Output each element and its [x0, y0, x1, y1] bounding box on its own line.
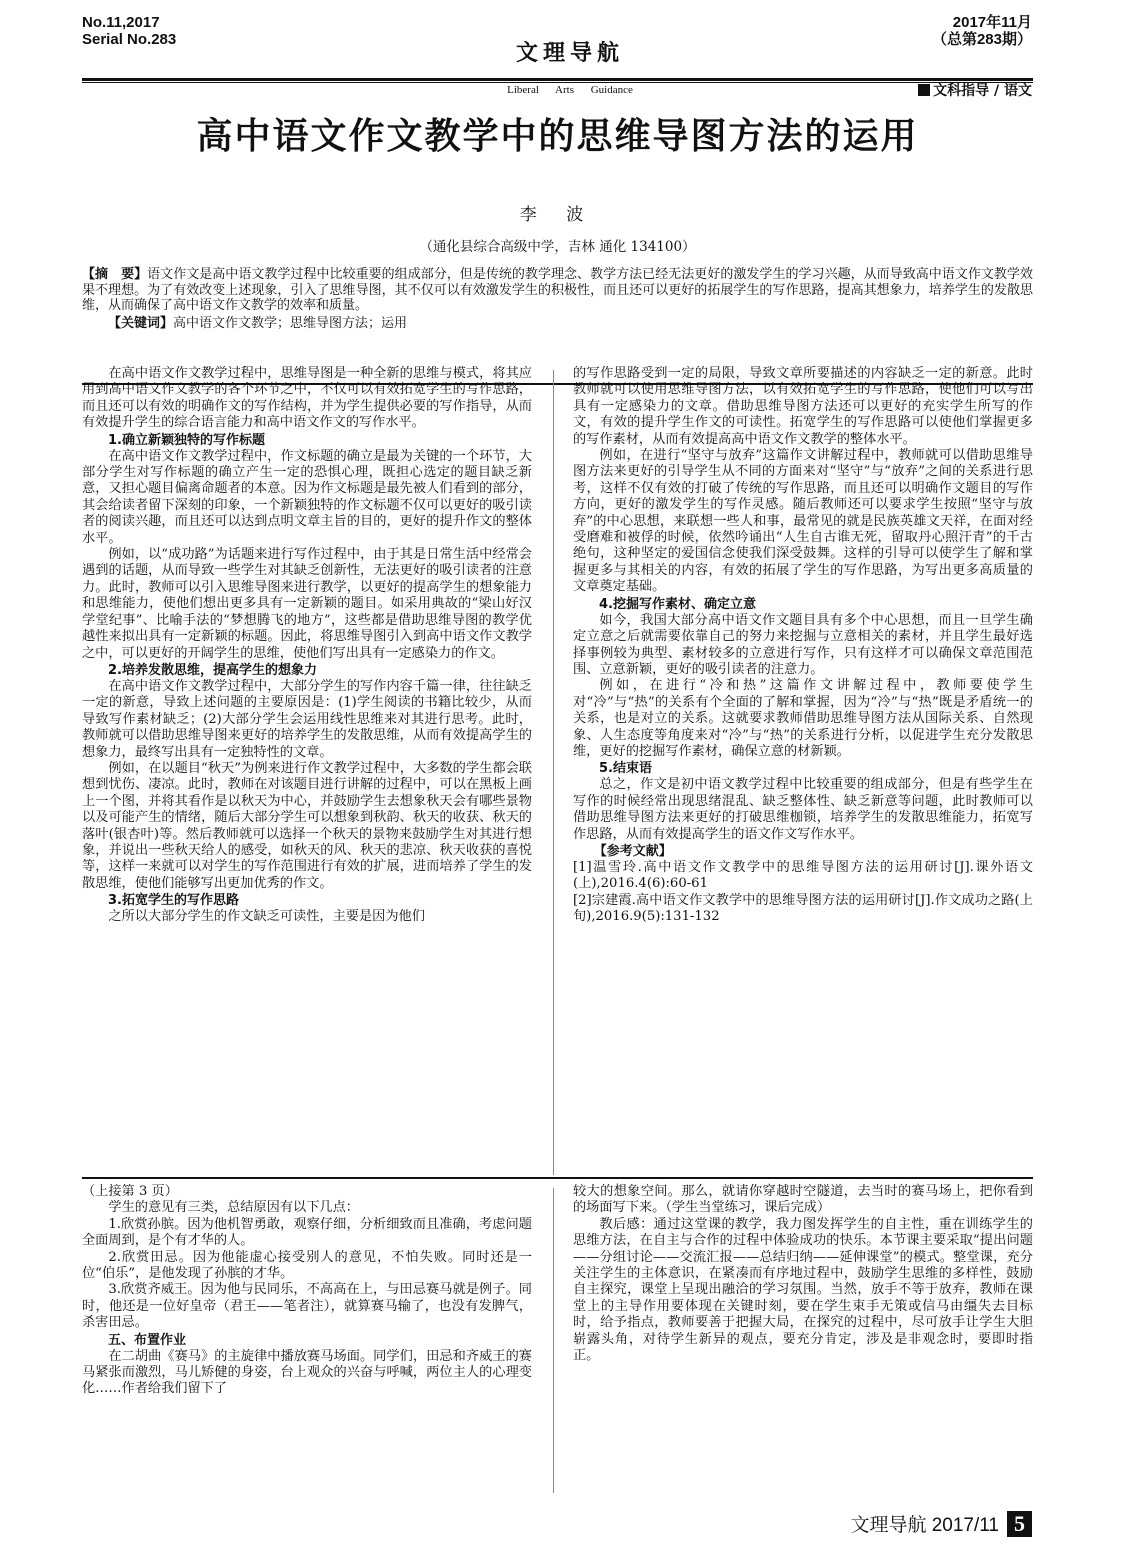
issue-month: 2017年11月 [952, 14, 1032, 31]
reference-entry: [2]宗建霞.高中语文作文教学中的思维导图方法的运用研讨[J].作文成功之路(上旬),2016.9(5):131-132 [573, 892, 1033, 925]
section-text: 文科指导 / 语文 [933, 83, 1032, 99]
paragraph: 例如，以“成功路”为话题来进行写作过程中，由于其是日常生活中经常会遇到的话题，从而导致一些学生对其缺乏创新性，无法更好的吸引读者的注意力。此时，教师可以引入思维导图来进行教学，以更好的提高学生的想象能力和思维能力，使他们想出更多具有一定新颖的题目。如采用典故的“梁山好汉学堂纪事”、比喻手法的“梦想腾飞的地方”，这些都是借助思维导图的教学优越性来拟出具有一定新颖的标题。因此，将思维导图引入到高中语文作文教学之中，可以更好的开阔学生的思维，使他们写出具有一定感染力的作文。 [82, 547, 532, 661]
paragraph: 的写作思路受到一定的局限，导致文章所要描述的内容缺乏一定的新意。此时教师就可以使用思维导图方法，以有效拓宽学生的写作思路，使他们可以写出具有一定感染力的文章。借助思维导图方法还可以更好的充实学生所写的作文，有效的提升学生作文的可读性。拓宽学生的写作思路可以使他们掌握更多的写作素材，从而有效提高高中语文作文教学的整体水平。 [573, 366, 1033, 447]
column-divider-lower [553, 1188, 554, 1493]
issue-number: No.11,2017 [82, 14, 160, 31]
section-heading: 1.确立新颖独特的写作标题 [108, 432, 265, 448]
serial-number: Serial No.283 [82, 31, 177, 48]
page-footer [850, 1510, 1032, 1537]
journal-name-cn: 文理导航 [515, 40, 624, 66]
column-divider [553, 370, 554, 1175]
paragraph: 例如，在进行“坚守与放弃”这篇作文讲解过程中，教师就可以借助思维导图方法来更好的引导学生从不同的方面来对“坚守”与“放弃”之间的关系进行思考，这样不仅有效的打破了传统的写作思路，而且还可以明确作文题目的写作方向，更好的激发学生的写作灵感。随后教师还可以要求学生按照“坚守与放弃”的中心思想，来联想一些人和事，最常见的就是民族英雄文天祥，在面对经受磨难和被俘的时候，依然吟诵出“人生自古谁无死，留取丹心照汗青”的千古绝句，这种坚定的爱国信念使我们深受鼓舞。这样的引导可以使学生了解和掌握更多与其相关的内容，有效的拓展了学生的写作思路，为写出更多高质量的文章奠定基础。 [573, 448, 1033, 595]
paragraph: 在高中语文作文教学过程中，大部分学生的写作内容千篇一律，往往缺乏一定的新意，导致上述问题的主要原因是：(1)学生阅读的书籍比较少，从而导致写作素材缺乏；(2)大部分学生会运用线性思维来对其进行思考。此时，教师就可以借助思维导图来更好的培养学生的发散思维，从而有效提高学生的想象力，最终写出具有一定独特性的文章。 [82, 678, 532, 760]
paragraph: 较大的想象空间。那么，就请你穿越时空隧道，去当时的赛马场上，把你看到的场面写下来。（学生当堂练习，课后完成） [573, 1184, 1033, 1216]
section-heading: 4.挖掘写作素材、确定立意 [599, 596, 756, 612]
section-marker-icon [918, 84, 930, 96]
abstract-block [82, 267, 1033, 331]
abstract-label: 【摘 要】 [82, 267, 148, 282]
keywords-text: 高中语文作文教学；思维导图方法；运用 [173, 315, 408, 331]
page-number: 5 [1007, 1511, 1032, 1537]
article-author: 李 波 [519, 205, 596, 225]
issue-info [82, 14, 176, 48]
paragraph: 教后感：通过这堂课的教学，我力图发挥学生的自主性，重在训练学生的思维方法，在自主与合作的过程中体验成功的快乐。本节课主要采取“提出问题——分组讨论——交流汇报——总结归纳——延伸课堂”的模式。整堂课，充分关注学生的主体意识，在紧凑而有序地过程中，鼓励学生思维的多样性，鼓励自主探究，课堂上呈现出融洽的学习氛围。当然，放手不等于放弃，教师在课堂上的主导作用要体现在关键时刻，要在学生束手无策或信马由缰失去目标时，给予指点，教师要善于把握大局，在探究的过程中，尽可放手让学生大胆崭露头角，对待学生新异的观点，要充分肯定，涉及是非观念时，要即时指正。 [573, 1216, 1033, 1364]
continuation-rule [82, 1177, 1033, 1179]
keywords-label: 【关键词】 [108, 315, 174, 331]
paragraph: 例如，在进行“冷和热”这篇作文讲解过程中，教师要使学生对“冷”与“热”的关系有个全面的了解和掌握，因为“冷”与“热”既是矛盾统一的关系，也是对立的关系。这就要求教师借助思维导图方法从国际关系、自然现象、人生态度等角度来对“冷”与“热”的关系进行分析，以促进学生充分发散思维，更好的挖掘写作素材，确保立意的材新颖。 [573, 678, 1033, 759]
section-heading: 2.培养发散思维，提高学生的想象力 [108, 662, 317, 678]
header-rule-thick [82, 78, 1033, 81]
total-issue: （总第283期） [931, 31, 1032, 48]
paragraph: 3.欣赏齐威王。因为他与民同乐，不高高在上，与田忌赛马就是例子。同时，他还是一位好皇帝（君王——笔者注），就算赛马输了，也没有发脾气，杀害田忌。 [82, 1282, 532, 1331]
issue-date [932, 14, 1032, 48]
section-heading: 3.拓宽学生的写作思路 [108, 893, 239, 909]
section-heading: 5.结束语 [599, 761, 652, 777]
body-column-right [573, 366, 1033, 926]
continued-column-right [573, 1184, 1033, 1364]
paragraph: 在高中语文作文教学过程中，思维导图是一种全新的思维与模式，将其应用到高中语文作文教学的各个环节之中，不仅可以有效拓宽学生的写作思路，而且还可以有效的明确作文的写作结构，并为学生提供必要的写作指导，从而有效提升学生的综合语言能力和高中语文作文的写作水平。 [82, 366, 532, 431]
section-label [918, 80, 1032, 100]
paragraph: 例如，在以题目“秋天”为例来进行作文教学过程中，大多数的学生都会联想到忧伤、凄凉。此时，教师在对该题目进行讲解的过程中，可以在黑板上画上一个图，并将其看作是以秋天为中心，并鼓励学生去想象秋天会有哪些景物以及可能产生的情绪，随后大部分学生可以想象到秋韵、秋天的收获、秋天的落叶(银杏叶)等。然后教师就可以选择一个秋天的景物来鼓励学生对其进行想象，并说出一些秋天给人的感受，如秋天的风、秋天的悲凉、秋天收获的喜悦等，这样一来就可以对学生的写作范围进行有效的扩展，进而培养了学生的发散思维，使他们能够写出更加优秀的作文。 [82, 760, 532, 891]
abstract [82, 267, 1033, 314]
paragraph: 之所以大部分学生的作文缺乏可读性，主要是因为他们 [108, 909, 425, 925]
keywords [82, 316, 1033, 332]
author-affiliation: （通化县综合高级中学，吉林 通化 134100） [419, 239, 696, 255]
header-rule-thin [82, 82, 1033, 83]
footer-journal-issue: 文理导航 2017/11 [850, 1515, 999, 1536]
paragraph: 1.欣赏孙膑。因为他机智勇敢，观察仔细，分析细致而且准确，考虑问题全面周到，是个有才华的人。 [82, 1216, 532, 1249]
paragraph: 总之，作文是初中语文教学过程中比较重要的组成部分，但是有些学生在写作的时候经常出现思绪混乱、缺乏整体性、缺乏新意等问题，此时教师可以借助思维导图方法来更好的打破思维枷锁，培养学生的发散思维能力，拓宽写作思路，从而有效提高学生的语文作文写作水平。 [573, 777, 1033, 842]
abstract-text: 语文作文是高中语文教学过程中比较重要的组成部分，但是传统的教学理念、教学方法已经无法更好的激发学生的学习兴趣，从而导致高中语文作文教学效果不理想。为了有效改变上述现象，引入了思维导图，其不仅可以有效激发学生的积极性，而且还可以更好的拓展学生的写作思路，提高其想象力，培养学生的发散思维，从而确保了高中语文作文教学的效率和质量。 [82, 267, 1033, 313]
continued-column-left [82, 1184, 532, 1398]
journal-name-en: Liberal Arts Guidance [507, 84, 633, 96]
paragraph: 2.欣赏田忌。因为他能虚心接受别人的意见，不怕失败。同时还是一位“伯乐”，是他发现了孙膑的才华。 [82, 1249, 532, 1282]
reference-entry: [1]温雪玲.高中语文作文教学中的思维导图方法的运用研讨[J].课外语文(上),2016.4(6):60-61 [573, 859, 1033, 892]
paragraph: 在高中语文作文教学过程中，作文标题的确立是最为关键的一个环节，大部分学生对写作标题的确立产生一定的恐惧心理，既担心选定的题目缺乏新意，又担心题目偏离命题者的本意。因为作文标题是最先被人们看到的部分，其会给读者留下深刻的印象，一个新颖独特的作文标题不仅可以更好的吸引读者的阅读兴趣，而且还可以达到点明文章主旨的目的，更好的提升作文的整体水平。 [82, 448, 532, 546]
section-heading: 五、布置作业 [108, 1332, 187, 1348]
paragraph: 如今，我国大部分高中语文作文题目具有多个中心思想，而且一旦学生确定立意之后就需要依靠自己的努力来挖掘与立意相关的素材，并且学生最好选择事例较为典型、素材较多的立意进行写作，只有这样才可以确保文章范围范围、立意新颖，更好的吸引读者的注意力。 [573, 612, 1033, 677]
paragraph: （上接第 3 页） [82, 1184, 178, 1199]
references-heading: 【参考文献】 [593, 843, 672, 859]
paragraph: 在二胡曲《赛马》的主旋律中播放赛马场面。同学们，田忌和齐威王的赛马紧张而激烈，马儿矫健的身姿，台上观众的兴奋与呼喊，两位主人的心理变化……作者给我们留下了 [82, 1348, 532, 1397]
article-title: 高中语文作文教学中的思维导图方法的运用 [196, 115, 919, 157]
paragraph: 学生的意见有三类，总结原因有以下几点： [108, 1200, 359, 1216]
body-column-left [82, 366, 532, 926]
